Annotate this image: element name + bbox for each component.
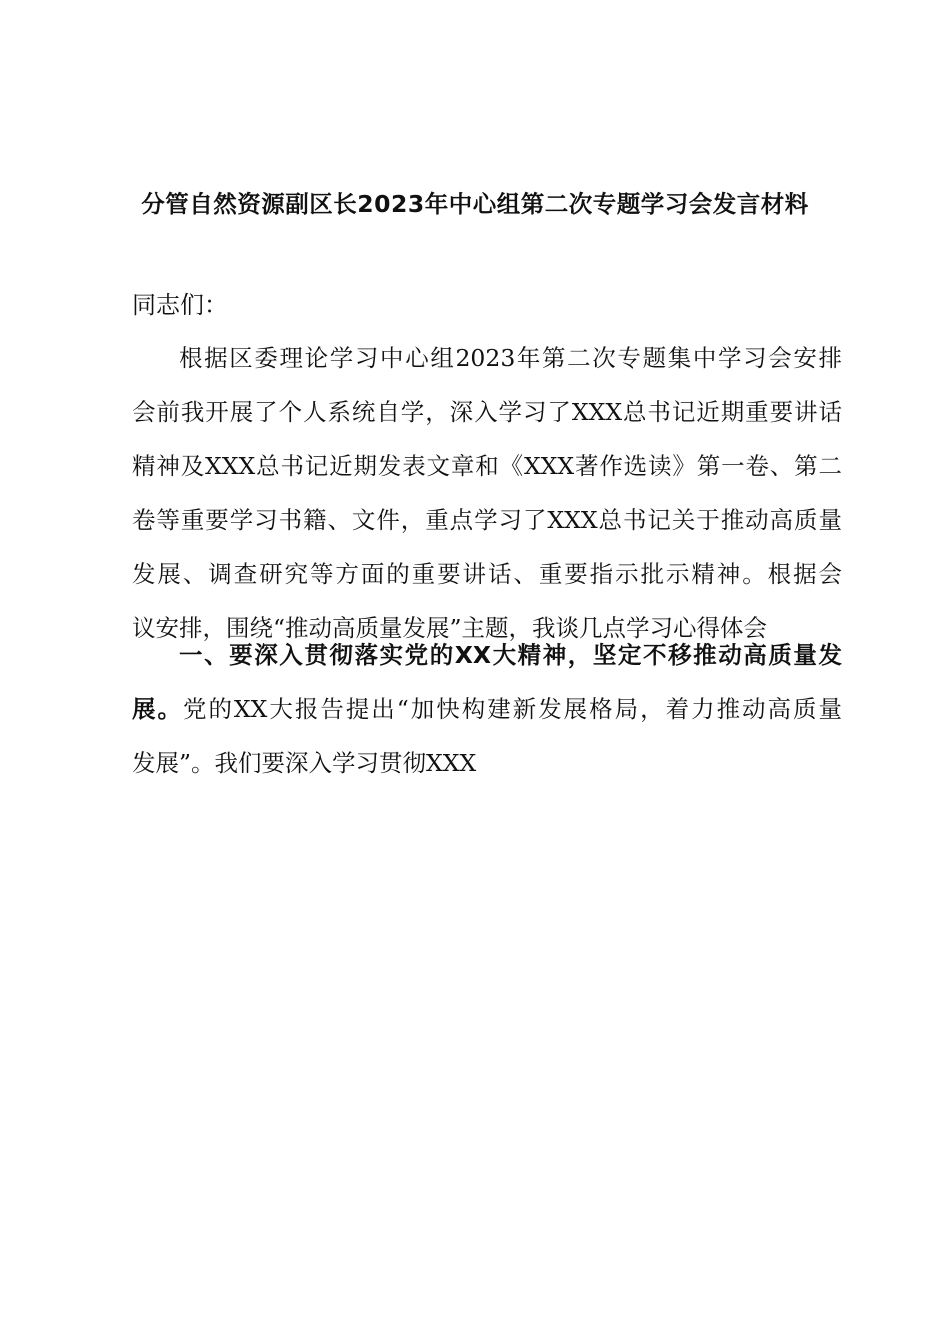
paragraph-line: 根据区委理论学习中心组2023年第二次专题集中学习会安排 xyxy=(179,344,842,372)
greeting: 同志们： xyxy=(132,291,228,319)
paragraph-intro xyxy=(132,331,842,655)
paragraph-line: 卷等重要学习书籍、文件，重点学习了XXX总书记关于推动高质量 xyxy=(132,506,842,534)
paragraph-line: 发展、调查研究等方面的重要讲话、重要指示批示精神。根据会 xyxy=(132,560,842,588)
paragraph-line: 发展”。我们要深入学习贯彻XXX xyxy=(132,749,477,777)
paragraph-line xyxy=(132,682,842,736)
paragraph-line: 精神及XXX总书记近期发表文章和《XXX著作选读》第一卷、第二 xyxy=(132,452,842,480)
section-heading-line: 一、要深入贯彻落实党的XX大精神，坚定不移推动高质量发 xyxy=(179,641,842,669)
paragraph-line: 议安排，围绕“推动高质量发展”主题，我谈几点学习心得体会 xyxy=(132,614,768,642)
paragraph-section-one xyxy=(132,628,842,790)
section-heading-tail: 展。 xyxy=(132,695,183,723)
document-title: 分管自然资源副区长2023年中心组第二次专题学习会发言材料 xyxy=(141,190,809,218)
paragraph-text: 党的XX大报告提出“加快构建新发展格局，着力推动高质量 xyxy=(182,695,842,723)
paragraph-line: 会前我开展了个人系统自学，深入学习了XXX总书记近期重要讲话 xyxy=(132,398,842,426)
